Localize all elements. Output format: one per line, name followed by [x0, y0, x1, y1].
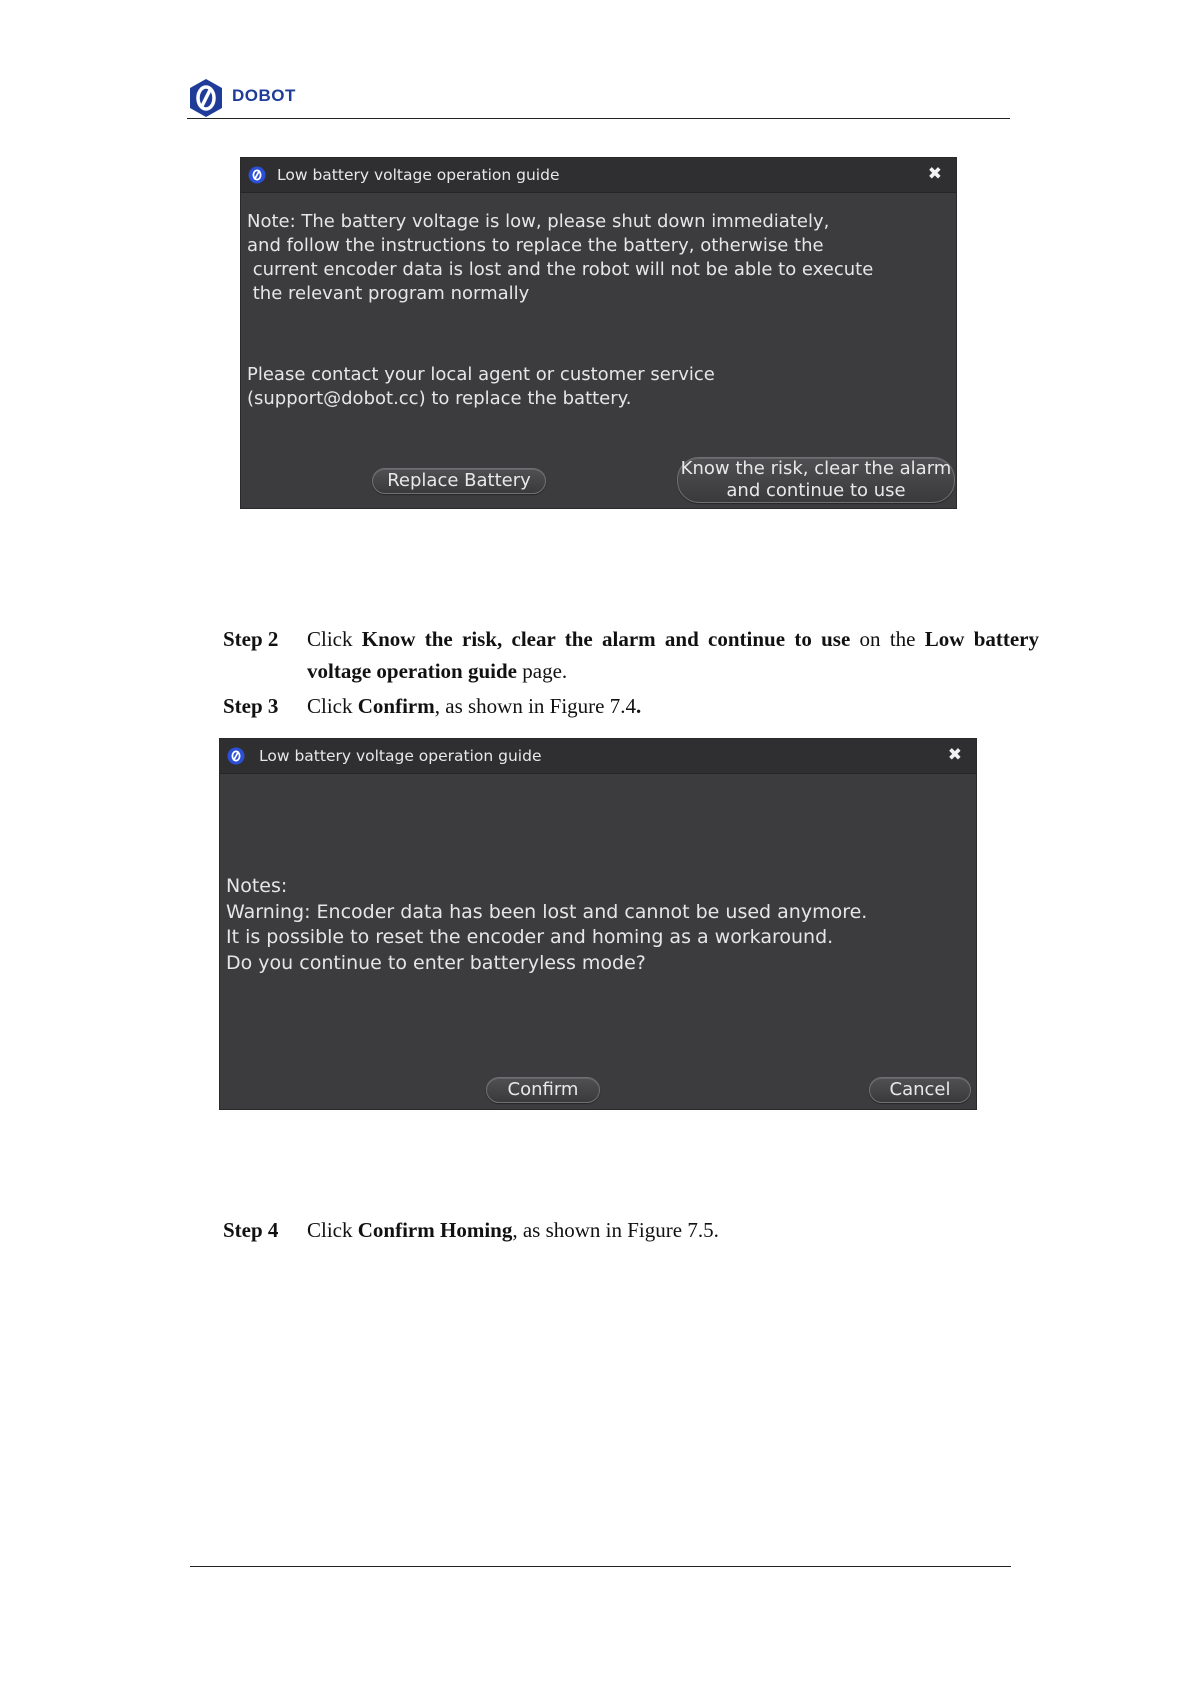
- step-text-part: on the: [850, 627, 925, 651]
- close-icon[interactable]: ✖: [947, 745, 962, 765]
- brand-name: DOBOT: [232, 86, 296, 105]
- encoder-warning-text: Notes: Warning: Encoder data has been lost and cannot be used anymore. It is possible to reset the encoder and homing as a workaround. Do you continue to enter batteryless mode?: [226, 875, 868, 974]
- footer-divider: [190, 1566, 1011, 1567]
- step-text: [307, 1214, 1039, 1246]
- step-label: Step 4: [223, 1218, 279, 1242]
- step-text-part: Click: [307, 1218, 358, 1242]
- battery-warning-text: Note: The battery voltage is low, please shut down immediately, and follow the instructions to replace the battery, otherwise the current encoder data is lost and the robot will not be able to execute the relevant program normally: [247, 211, 874, 304]
- contact-support-text: Please contact your local agent or customer service (support@dobot.cc) to replace the battery.: [247, 364, 715, 409]
- continue-button-line-2: and continue to use: [726, 480, 906, 501]
- step-emphasis: Confirm Homing: [357, 1218, 513, 1242]
- dialog-titlebar: [220, 739, 976, 774]
- dobot-logo-icon: [188, 78, 224, 118]
- step-emphasis: Confirm: [357, 694, 435, 718]
- low-battery-dialog-screenshot: [240, 157, 957, 509]
- dialog-title: Low battery voltage operation guide: [277, 166, 560, 184]
- replace-battery-button[interactable]: Replace Battery: [372, 468, 546, 494]
- step-text: [307, 623, 1039, 687]
- continue-to-use-button[interactable]: [677, 457, 955, 503]
- close-icon[interactable]: ✖: [927, 164, 942, 184]
- header-divider: [187, 118, 1010, 119]
- step-text-part: Click: [307, 627, 362, 651]
- step-emphasis: Low battery voltage operation guide: [307, 627, 1040, 683]
- continue-button-line-1: Know the risk, clear the alarm: [680, 458, 952, 479]
- step-text-part: .: [636, 694, 642, 718]
- dobot-app-icon: [227, 747, 245, 765]
- step-label: Step 3: [223, 694, 279, 718]
- step-text-part: , as shown in Figure 7.5.: [512, 1218, 719, 1242]
- dialog-titlebar: [241, 158, 956, 193]
- confirm-button[interactable]: Confirm: [486, 1077, 600, 1103]
- step-emphasis: Know the risk, clear the alarm and continue to use: [361, 627, 851, 651]
- batteryless-mode-dialog-screenshot: [219, 738, 977, 1110]
- dialog-title: Low battery voltage operation guide: [259, 747, 542, 765]
- step-text: [307, 690, 1039, 722]
- step-text-part: , as shown in Figure 7.4: [434, 694, 636, 718]
- step-label: Step 2: [223, 627, 279, 651]
- cancel-button[interactable]: Cancel: [869, 1077, 971, 1103]
- step-text-part: page.: [517, 659, 568, 683]
- dobot-app-icon: [248, 166, 266, 184]
- step-text-part: Click: [307, 694, 358, 718]
